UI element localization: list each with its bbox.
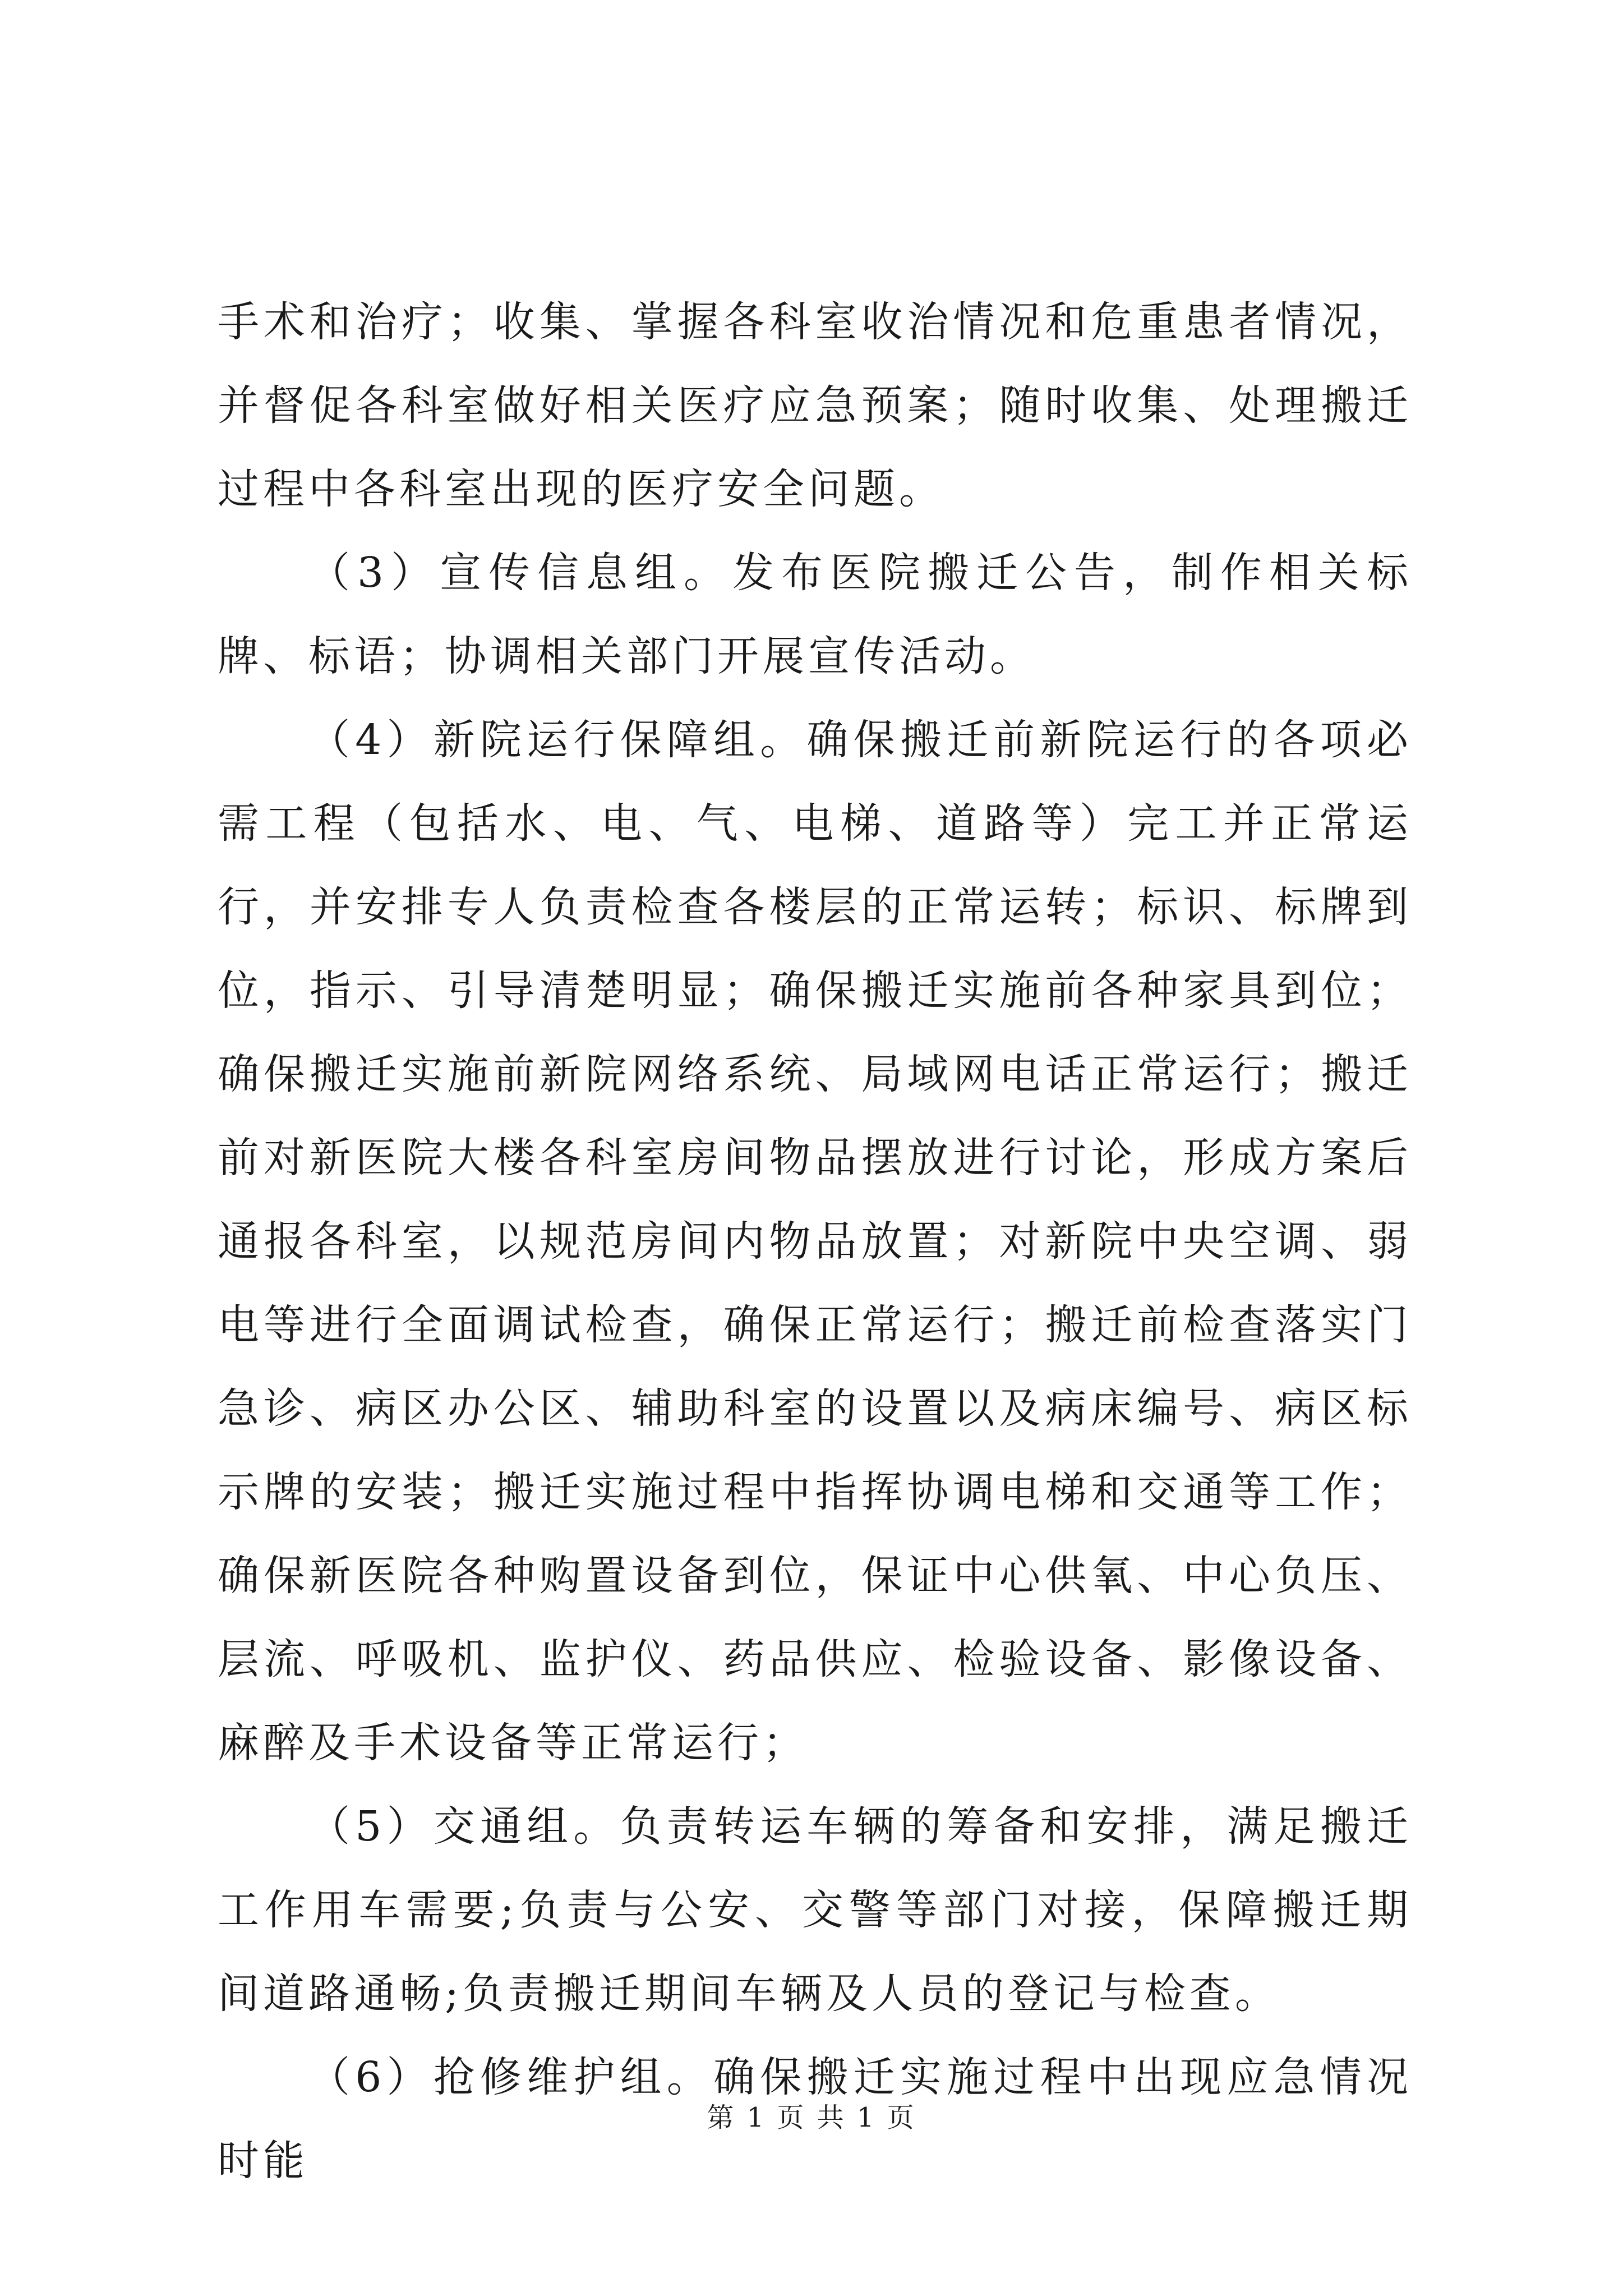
- document-body: [218, 280, 1412, 2203]
- paragraph-publicity-group: （3）宣传信息组。发布医院搬迁公告，制作相关标牌、标语；协调相关部门开展宣传活动。: [218, 549, 1412, 680]
- paragraph-continuation: 手术和治疗；收集、掌握各科室收治情况和危重患者情况，并督促各科室做好相关医疗应急预案；随时收集、处理搬迁过程中各科室出现的医疗安全问题。: [218, 298, 1412, 513]
- paragraph-operations-group: （4）新院运行保障组。确保搬迁前新院运行的各项必需工程（包括水、电、气、电梯、道路等）完工并正常运行，并安排专人负责检查各楼层的正常运转；标识、标牌到位，指示、引导清楚明显；确保搬迁实施前各种家具到位；确保搬迁实施前新院网络系统、局域网电话正常运行；搬迁前对新医院大楼各科室房间物品摆放进行讨论，形成方案后通报各科室，以规范房间内物品放置；对新院中央空调、弱电等进行全面调试检查，确保正常运行；搬迁前检查落实门急诊、病区办公区、辅助科室的设置以及病床编号、病区标示牌的安装；搬迁实施过程中指挥协调电梯和交通等工作；确保新医院各种购置设备到位，保证中心供氧、中心负压、层流、呼吸机、监护仪、药品供应、检验设备、影像设备、麻醉及手术设备等正常运行；: [218, 716, 1412, 1767]
- page-number-footer: 第 1 页 共 1 页: [707, 2102, 916, 2133]
- paragraph-maintenance-group: （6）抢修维护组。确保搬迁实施过程中出现应急情况时能: [218, 2053, 1412, 2185]
- paragraph-transport-group: （5）交通组。负责转运车辆的筹备和安排，满足搬迁工作用车需要;负责与公安、交警等部门对接，保障搬迁期间道路通畅;负责搬迁期间车辆及人员的登记与检查。: [218, 1802, 1412, 2018]
